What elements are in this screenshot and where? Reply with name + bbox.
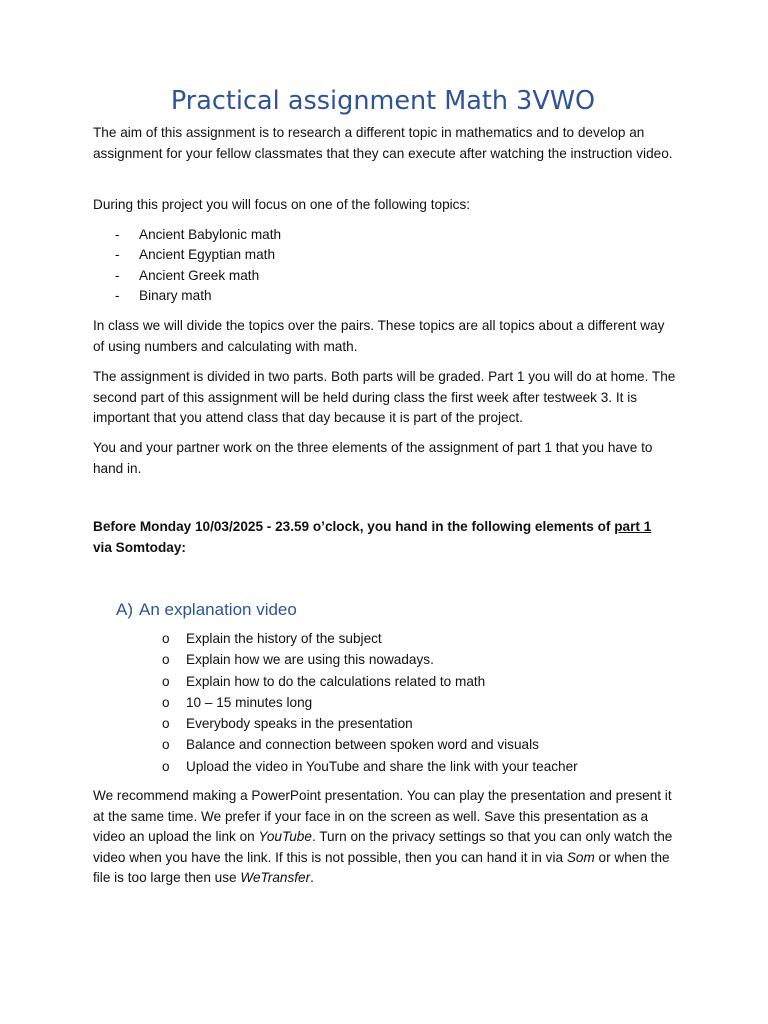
intro-paragraph: The aim of this assignment is to research a different topic in mathematics and to develop an assignment for your fellow classmates that they can execute after watching the instruction video. (93, 125, 673, 161)
partner-paragraph: You and your partner work on the three elements of the assignment of part 1 that you have to hand in. (93, 440, 653, 476)
requirement-item: o Explain how we are using this nowadays. (161, 649, 681, 670)
dash-bullet-icon: - (115, 267, 120, 283)
deadline-paragraph: Before Monday 10/03/2025 - 23.59 o’clock, you hand in the following elements of part 1 via Somtoday: (93, 519, 652, 555)
requirement-item: o Explain how to do the calculations related to math (161, 671, 681, 692)
circle-bullet-icon: o (162, 737, 170, 753)
circle-bullet-icon: o (162, 652, 170, 668)
video-requirements-list (161, 628, 681, 777)
requirement-item: o Explain the history of the subject (161, 628, 681, 649)
circle-bullet-icon: o (162, 631, 170, 646)
youtube-term: YouTube (258, 829, 312, 844)
circle-bullet-icon: o (162, 716, 170, 732)
section-a-title: An explanation video (139, 600, 297, 619)
requirement-item: o Upload the video in YouTube and share the link with your teacher (161, 756, 681, 777)
topic-item: - Binary math (93, 286, 653, 306)
section-a-number: A) (116, 600, 133, 619)
section-a-heading (116, 598, 297, 622)
dash-bullet-icon: - (115, 288, 120, 304)
circle-bullet-icon: o (162, 694, 170, 710)
document-title: Practical assignment Math 3VWO (170, 86, 596, 116)
requirement-item: o Everybody speaks in the presentation (161, 713, 681, 734)
wetransfer-term: WeTransfer (240, 870, 311, 885)
topics-intro-paragraph: During this project you will focus on one of the following topics: (93, 197, 471, 212)
dash-bullet-icon: - (115, 247, 120, 263)
requirement-item: o 10 – 15 minutes long (161, 692, 681, 713)
som-term: Som (566, 849, 595, 865)
recommendation-paragraph: We recommend making a PowerPoint presentation. You can play the presentation and present it at the same time. We prefer if your face in on the screen as well. Save this presentation as a video an upload the link on YouTube. Turn on the privacy settings so that you can only watch the video when you have the link. If this is not possible, then you can hand it in via Som or when the file is too large then use WeTransfer. (93, 788, 673, 885)
circle-bullet-icon: o (162, 758, 170, 774)
topic-item: - Ancient Greek math (93, 266, 653, 286)
requirement-item: o Balance and connection between spoken word and visuals (161, 734, 681, 755)
topic-item: - Ancient Babylonic math (93, 225, 653, 245)
dash-bullet-icon: - (115, 227, 120, 242)
topics-list (93, 225, 653, 307)
part-1-label: part 1 (614, 519, 652, 534)
divide-topics-paragraph: In class we will divide the topics over the pairs. These topics are all topics about a different way of using numbers and calculating with math. (93, 318, 665, 354)
circle-bullet-icon: o (162, 673, 170, 689)
assignment-parts-paragraph: The assignment is divided in two parts. Both parts will be graded. Part 1 you will do at home. The second part of this assignment will be held during class the first week after testweek 3. It is important that you attend class that day because it is part of the project. (93, 369, 676, 425)
topic-item: - Ancient Egyptian math (93, 245, 653, 265)
